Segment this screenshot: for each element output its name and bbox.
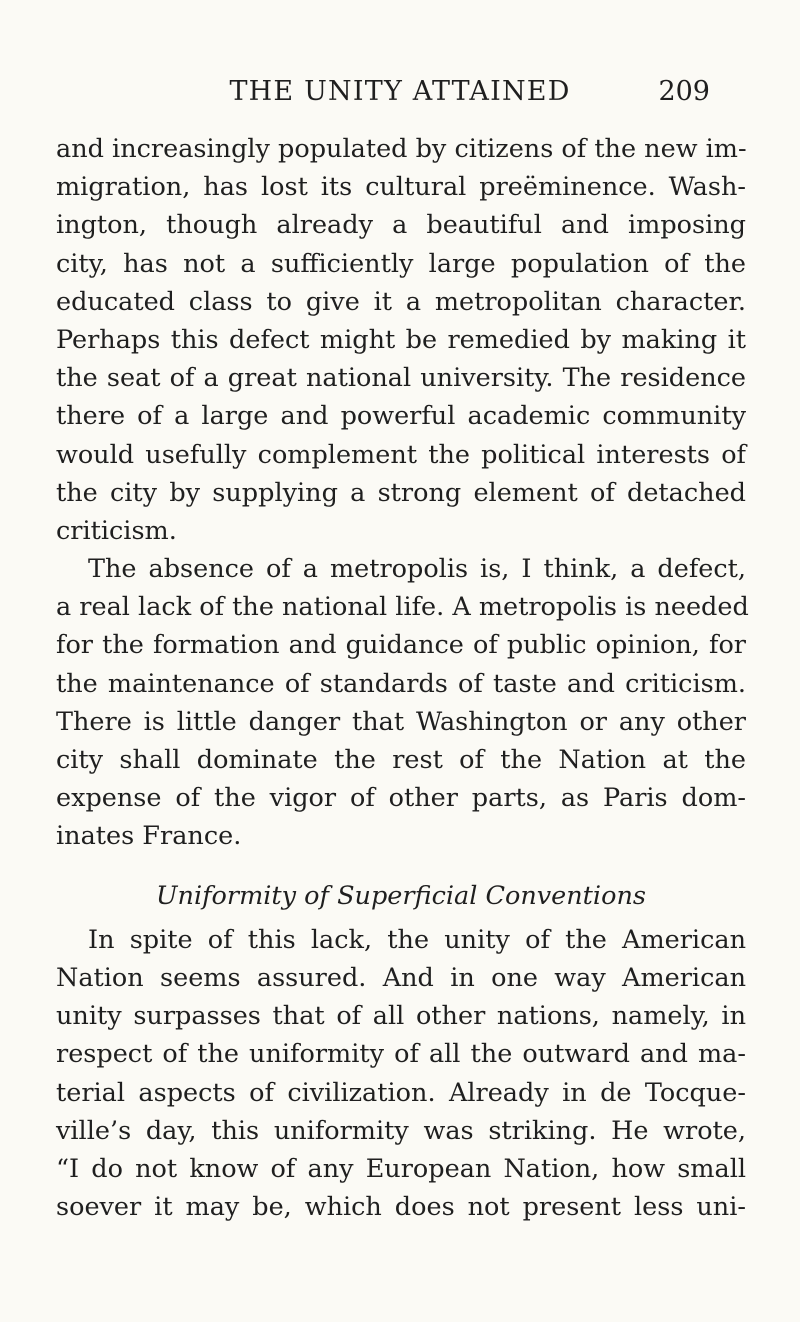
text-line: inates France.: [56, 821, 242, 852]
text-line: soever it may be, which does not present less uni-: [56, 1192, 746, 1223]
text-line: city shall dominate the rest of the Nation at the: [56, 745, 746, 775]
text-line: terial aspects of civilization. Already in de Tocque-: [56, 1077, 746, 1108]
text-line: a real lack of the national life. A metropolis is needed: [56, 592, 749, 623]
running-head: [0, 76, 800, 116]
text-line: Nation seems assured. And in one way American: [56, 962, 746, 993]
section-heading: Uniformity of Superficial Conventions: [156, 880, 646, 911]
text-line: There is little danger that Washington or any other: [56, 706, 746, 737]
text-line: “I do not know of any European Nation, how small: [56, 1153, 746, 1184]
text-line: unity surpasses that of all other nations, namely, in: [56, 1001, 746, 1032]
text-line: there of a large and powerful academic community: [56, 401, 746, 432]
text-line: for the formation and guidance of public opinion, for: [56, 630, 746, 661]
text-line: the maintenance of standards of taste and criticism.: [56, 668, 746, 699]
text-line: city, has not a sufficiently large population of the: [56, 248, 746, 279]
body-text: [56, 130, 749, 1226]
text-line: ville’s day, this uniformity was striking. He wrote,: [56, 1115, 746, 1146]
text-line: respect of the uniformity of all the outward and ma-: [56, 1039, 746, 1070]
text-line: Perhaps this defect might be remedied by making it: [56, 324, 746, 355]
text-line: the city by supplying a strong element of detached: [56, 477, 746, 508]
text-line: criticism.: [56, 515, 177, 546]
text-line: The absence of a metropolis is, I think, a defect,: [88, 554, 746, 585]
text-line: would usefully complement the political interests of: [56, 439, 746, 470]
running-title: THE UNITY ATTAINED: [229, 76, 571, 107]
text-line: In spite of this lack, the unity of the American: [88, 924, 746, 955]
text-line: ington, though already a beautiful and imposing: [56, 210, 746, 241]
text-line: educated class to give it a metropolitan character.: [56, 286, 746, 317]
text-line: and increasingly populated by citizens of the new im-: [56, 134, 747, 164]
paragraph-3: [56, 921, 746, 1227]
page-number: 209: [658, 76, 710, 107]
text-line: expense of the vigor of other parts, as Paris dom-: [56, 783, 746, 814]
text-line: migration, has lost its cultural preëminence. Wash-: [56, 172, 746, 203]
text-line: the seat of a great national university. The residence: [56, 363, 746, 394]
paragraph-2: [56, 550, 749, 856]
paragraph-1: [56, 130, 746, 550]
